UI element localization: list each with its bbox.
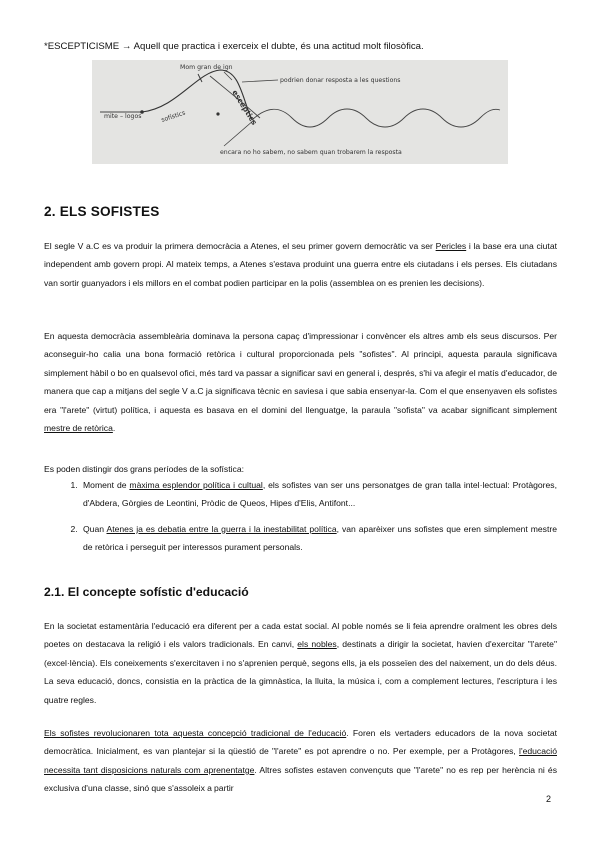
- arrow-icon: →: [121, 41, 132, 52]
- sketch-label-peak: escèptics: [230, 88, 259, 127]
- note-definition: Aquell que practica i exerceix el dubte, és una actitud molt filosòfica.: [133, 41, 424, 52]
- paragraph-periods-intro: Es poden distingir dos grans períodes de la sofística:: [44, 464, 244, 474]
- sketch-drawing: [92, 60, 508, 164]
- skepticism-note: [44, 41, 424, 52]
- sketch-label-rising: sofístics: [160, 109, 187, 124]
- page-number: 2: [546, 794, 552, 804]
- sketch-label-right: podrien donar resposta a les questions: [280, 77, 401, 84]
- underlined-nobles: els nobles: [297, 639, 337, 650]
- list-item: 1. Moment de màxima esplendor política i cultual, els sofistes van ser uns personatges de gran talla intel·lectual: Protàgores, d'Abdera, Gòrgies de Leontini, Pròdic de Queos, Hipes d'Elis, Antifont...: [80, 476, 557, 513]
- paragraph-sofist-revolution: Els sofistes revolucionaren tota aquesta concepció tradicional de l'educació. Foren els vertaders educadors de la nova societat democràtica. Inicialment, es van plantejar si la qüestió de "l'arete" es pot aprendre o no. Per exemple, per a Protàgores, l'educació necessita tant disposicions naturals com aprenentatge. Altres sofistes estaven convençuts que "l'arete" no es rep per herència ni és exclusiva d'una classe, sinó que s'assoleix a partir: [44, 728, 557, 794]
- subsection-title-educacio: 2.1. El concepte sofístic d'educació: [44, 585, 249, 599]
- paragraph-sofista-meaning: En aquesta democràcia assembleària dominava la persona capaç d'impressionar i convèncer els altres amb els seus discursos. Per aconseguir-ho calia una bona formació retòrica i cultural proporcionada pels "sofistes". Al principi, aquesta paraula significava simplement hàbil o bo en qualsevol ofici, més tard va passar a significar savi en general i, després, s'hi va afegir el matís d'educador, de manera que cap a mitjans del segle V a.C ja significava tècnic en saviesa i que sabia ensenyar-la. Com el que ensenyaven els sofistes era "l'arete" (virtut) política, i aquesta es basava en el domini del llenguatge, la paraula "sofista" va acabar significant simplement mestre de retòrica.: [44, 331, 557, 434]
- sketch-label-top: Mom gran de ign: [180, 64, 233, 71]
- section-title-sofistes: 2. ELS SOFISTES: [44, 204, 160, 219]
- pericles-link-text: Pericles: [435, 241, 467, 251]
- sketch-label-left: mite – logos: [104, 113, 142, 120]
- sketch-wave: [252, 109, 500, 127]
- sketch-pointer-bottom: [224, 120, 254, 146]
- note-asterisk: *: [44, 41, 48, 52]
- note-term: ESCEPTICISME: [47, 41, 120, 52]
- sketch-pointer-right: [242, 80, 278, 82]
- list-item: 2. Quan Atenes ja es debatia entre la guerra i la inestabilitat política, van aparèixer uns sofistes que eren simplement mestre de retòrica i perseguit per interessos purament personals.: [80, 520, 557, 557]
- sketch-dot-two: [216, 112, 219, 115]
- paragraph-estamental-education: En la societat estamentària l'educació era diferent per a cada estat social. Al poble només se li feia aprendre oralment les obres dels poetes on destacava la religió i els valors tradicionals. En canvi, els nobles, destinats a dirigir la societat, havien d'exercitar "l'arete" (excel·lència). Els coneixements s'exercitaven i no s'aprenien perquè, segons ells, ja els posseïen des del naixement, un do dels déus. La seva educació, doncs, consistia en la pràctica de la gimnàstica, la lluita, la música i, com a complement lectures, l'escriptura i les quatre regles.: [44, 621, 558, 705]
- periods-list: [44, 476, 557, 564]
- sketch-label-bottom: encara no ho sabem, no sabem quan trobarem la resposta: [220, 149, 402, 156]
- paragraph-democracy: El segle V a.C es va produir la primera democràcia a Atenes, el seu primer govern democràtic va ser Pericles i la base era una ciutat independent amb govern propi. Al mateix temps, a Atenes s'estava produint una guerra entre els ciutadans i els perses. Els ciutadans van sortir guanyadors i els millors en el combat podien participar en la polis (assemblea on es prenien les decisions).: [44, 241, 557, 288]
- underlined-mestre-retorica: mestre de retòrica: [44, 423, 113, 434]
- handwritten-sketch: [92, 60, 508, 164]
